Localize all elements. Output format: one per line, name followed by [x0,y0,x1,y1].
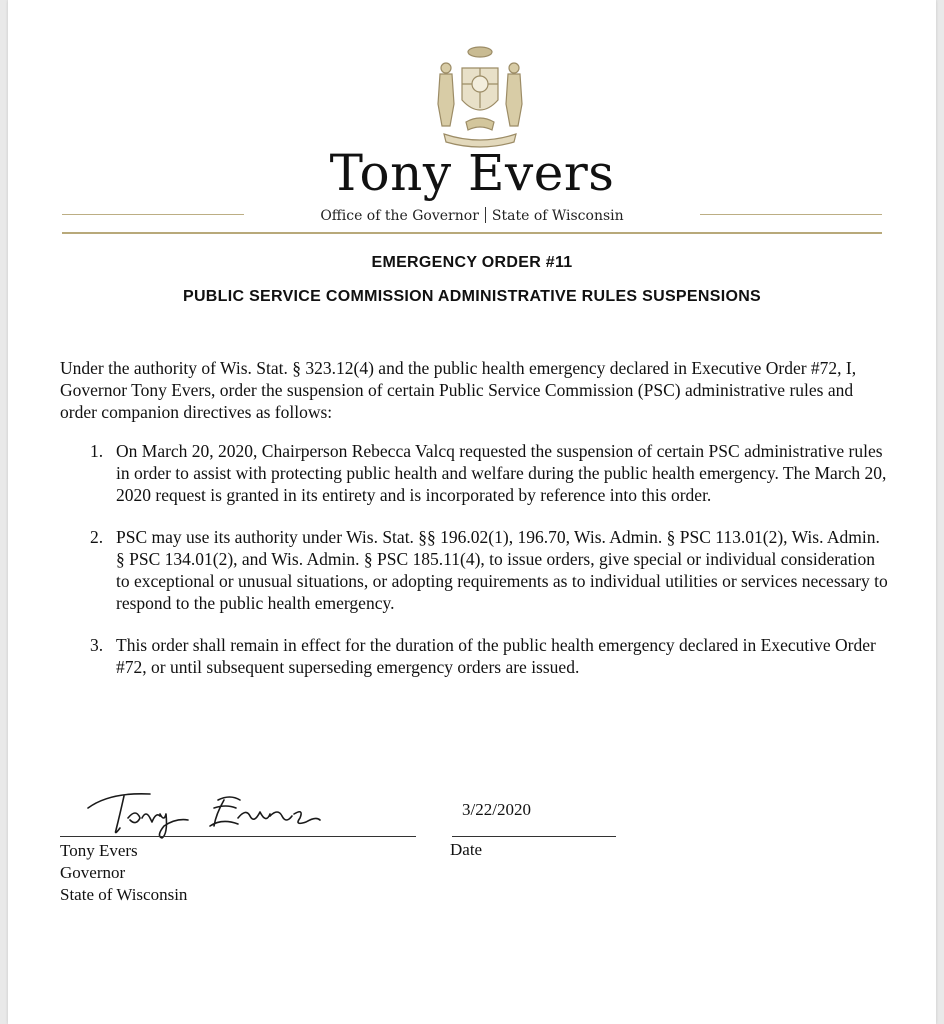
letterhead-separator [485,207,486,223]
order-item-text: On March 20, 2020, Chairperson Rebecca Valcq requested the suspension of certain PSC administrative rules in order to assist with protecting public health and welfare during the public health emergency. The March 20, 2020 request is granted in its entirety and is incorporated by reference into this order. [116,441,887,505]
order-item [90,440,890,506]
order-title: EMERGENCY ORDER #11 [371,254,573,271]
order-item-text: This order shall remain in effect for the duration of the public health emergency declared in Executive Order #72, or until subsequent superseding emergency orders are issued. [116,635,876,677]
order-subtitle: PUBLIC SERVICE COMMISSION ADMINISTRATIVE RULES SUSPENSIONS [182,288,762,305]
date-line [452,836,616,837]
signer-state: State of Wisconsin [60,885,188,904]
order-item-number: 1. [90,441,104,461]
letterhead-rule-full [62,232,882,234]
order-items-list [90,440,890,698]
date-label: Date [450,840,483,859]
handwritten-signature-icon [80,778,360,842]
letterhead-office: Office of the Governor [320,208,479,224]
signature-date-value: 3/22/2020 [462,800,531,819]
signature-line [60,836,416,837]
order-item-number: 2. [90,527,104,547]
order-item-number: 3. [90,635,104,655]
order-item-text: PSC may use its authority under Wis. Stat. §§ 196.02(1), 196.70, Wis. Admin. § PSC 113.01(2), Wis. Admin. § PSC 134.01(2), and Wis. Admin. § PSC 185.11(4), to issue orders, give special or individual consideration to exceptional or unusual situations, or adopting requirements as to individual utilities or services necessary to respond to the public health emergency. [116,527,888,613]
order-item [90,526,890,614]
letterhead-name: Tony Evers [329,144,615,202]
signer-title: Governor [60,863,126,882]
signer-block [60,840,187,906]
letterhead-state: State of Wisconsin [491,208,624,224]
document-page [8,0,936,1024]
intro-paragraph: Under the authority of Wis. Stat. § 323.12(4) and the public health emergency declared in Executive Order #72, I, Governor Tony Evers, order the suspension of certain Public Service Commission (PSC) administrative rules and order companion directives as follows: [60,358,857,422]
wisconsin-seal-icon [426,42,534,152]
signer-name: Tony Evers [60,841,138,860]
letterhead-office-line [8,207,936,224]
order-item [90,634,890,678]
